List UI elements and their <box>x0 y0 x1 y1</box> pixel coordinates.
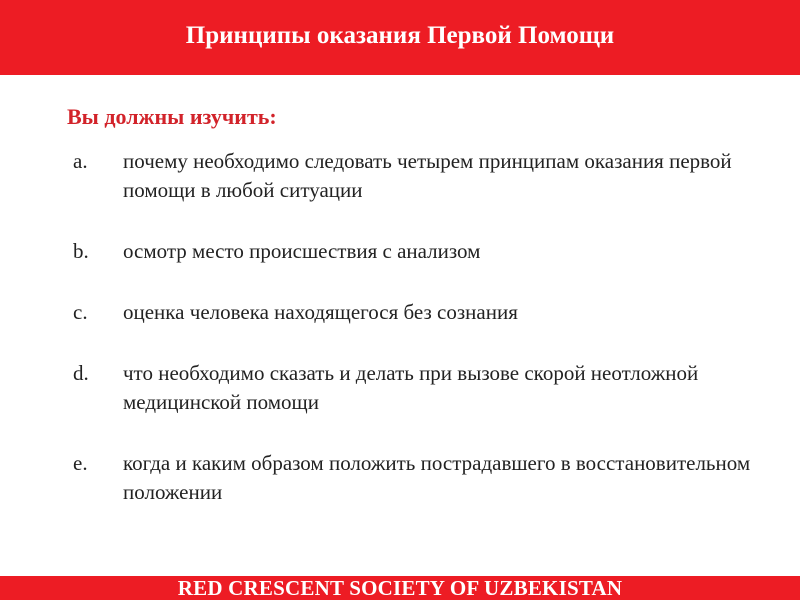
footer-bar <box>0 576 800 600</box>
list-item-d <box>73 359 763 417</box>
header-bar <box>0 0 800 75</box>
list-item-text: когда и каким образом положить пострадавшего в восстановительном положении <box>123 451 751 504</box>
list-marker: a. <box>73 149 88 173</box>
list-item-e <box>73 449 763 507</box>
list-item-c <box>73 298 763 327</box>
list-item-a <box>73 147 763 205</box>
list-marker: c. <box>73 300 88 324</box>
organization-name: RED CRESCENT SOCIETY OF UZBEKISTAN <box>177 575 623 600</box>
list-item-text: оценка человека находящегося без сознания <box>123 300 518 324</box>
section-subtitle: Вы должны изучить: <box>67 104 277 129</box>
slide-title: Принципы оказания Первой Помощи <box>185 21 615 49</box>
list-marker: b. <box>73 239 89 263</box>
learning-objectives-list <box>73 147 763 507</box>
list-item-b <box>73 237 763 266</box>
list-item-text: почему необходимо следовать четырем принципам оказания первой помощи в любой ситуации <box>123 149 732 202</box>
list-item-text: осмотр место происшествия с анализом <box>123 239 481 263</box>
list-marker: e. <box>73 451 88 475</box>
list-marker: d. <box>73 361 89 385</box>
list-item-text: что необходимо сказать и делать при вызове скорой неотложной медицинской помощи <box>123 361 699 414</box>
